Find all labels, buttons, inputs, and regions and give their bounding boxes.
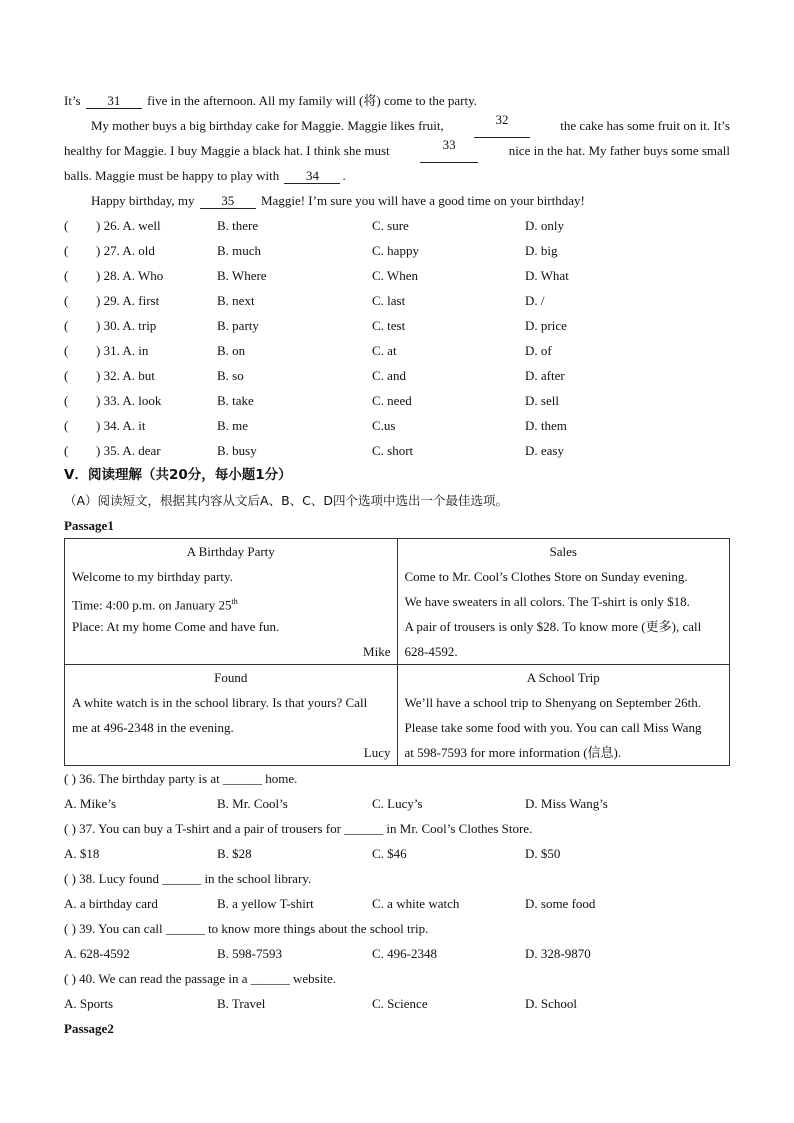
notice-line: Come to Mr. Cool’s Clothes Store on Sunday evening.: [404, 569, 688, 584]
option-d[interactable]: D. $50: [525, 846, 561, 861]
option-d[interactable]: D. after: [525, 368, 565, 383]
notice-line: A pair of trousers is only $28. To know more (更多), call: [404, 619, 702, 634]
question-number: ( ) 29. A. first: [64, 293, 160, 308]
option-c[interactable]: C. at: [372, 343, 397, 358]
option-row: [64, 841, 730, 866]
option-d[interactable]: D. price: [525, 318, 567, 333]
question-stem: ( ) 39. You can call ______ to know more things about the school trip.: [64, 921, 429, 936]
option-c[interactable]: C. test: [372, 318, 406, 333]
question-stem: ( ) 40. We can read the passage in a ______ website.: [64, 971, 336, 986]
option-a[interactable]: A. Mike’s: [64, 796, 116, 811]
notice-signature: Lucy: [363, 745, 391, 760]
notice-line: We have sweaters in all colors. The T-shirt is only $18.: [404, 594, 690, 609]
passage1-label: Passage1: [64, 518, 114, 533]
section-title: V．阅读理解（共20分，每小题1分）: [64, 467, 292, 483]
notice-title: A Birthday Party: [186, 544, 275, 559]
notice-line: at 598-7593 for more information (信息).: [404, 745, 622, 760]
option-a[interactable]: A. 628-4592: [64, 946, 130, 961]
option-row: [64, 891, 730, 916]
trip-notice: [397, 665, 730, 766]
cloze-text: five in the afternoon. All my family will (将) come to the party.: [147, 93, 477, 108]
option-b[interactable]: B. Where: [217, 268, 267, 283]
option-c[interactable]: C. When: [372, 268, 418, 283]
question-stem: ( ) 36. The birthday party is at ______ home.: [64, 771, 298, 786]
question-number: ( ) 27. A. old: [64, 243, 155, 258]
notice-signature: Mike: [363, 644, 391, 659]
question-number: ( ) 31. A. in: [64, 343, 149, 358]
option-c[interactable]: C. 496-2348: [372, 946, 437, 961]
option-c[interactable]: C. Science: [372, 996, 428, 1011]
cloze-question-row: [64, 363, 730, 388]
cloze-question-row: [64, 438, 730, 463]
option-c[interactable]: C. need: [372, 393, 412, 408]
question-number: ( ) 34. A. it: [64, 418, 146, 433]
option-b[interactable]: B. busy: [217, 443, 257, 458]
question-stem: ( ) 37. You can buy a T-shirt and a pair of trousers for ______ in Mr. Cool’s Clothes Store.: [64, 821, 533, 836]
answer-blank-31[interactable]: 31: [86, 94, 142, 109]
option-d[interactable]: D. big: [525, 243, 558, 258]
option-d[interactable]: D. of: [525, 343, 552, 358]
option-d[interactable]: D. /: [525, 293, 545, 308]
found-notice: [65, 665, 398, 766]
option-c[interactable]: C. happy: [372, 243, 419, 258]
option-a[interactable]: A. a birthday card: [64, 896, 158, 911]
option-c[interactable]: C. $46: [372, 846, 407, 861]
option-b[interactable]: B. a yellow T-shirt: [217, 896, 314, 911]
answer-blank-35[interactable]: 35: [200, 194, 256, 209]
section-instruction: （A）阅读短文，根据其内容从文后A、B、C、D四个选项中选出一个最佳选项。: [64, 493, 509, 508]
cloze-text: healthy for Maggie. I buy Maggie a black hat. I think she must: [64, 143, 390, 158]
worksheet-page: [64, 88, 730, 1041]
notice-line: me at 496-2348 in the evening.: [72, 720, 234, 735]
cloze-question-row: [64, 313, 730, 338]
reading-question-list: [64, 766, 730, 1016]
notice-title: Sales: [549, 544, 577, 559]
cloze-question-row: [64, 263, 730, 288]
sales-notice: [397, 539, 730, 665]
cloze-question-list: [64, 213, 730, 463]
option-d[interactable]: D. only: [525, 218, 564, 233]
answer-blank-34[interactable]: 34: [284, 169, 340, 184]
notice-line: Place: At my home Come and have fun.: [72, 619, 280, 634]
option-d[interactable]: D. them: [525, 418, 567, 433]
passage2-label: Passage2: [64, 1021, 114, 1036]
cloze-text: nice in the hat. My father buys some small: [508, 143, 730, 158]
option-a[interactable]: A. $18: [64, 846, 100, 861]
cloze-question-row: [64, 388, 730, 413]
cloze-question-row: [64, 288, 730, 313]
question-number: ( ) 35. A. dear: [64, 443, 161, 458]
option-row: [64, 791, 730, 816]
option-b[interactable]: B. 598-7593: [217, 946, 282, 961]
notice-line: Time: 4:00 p.m. on January 25th: [72, 597, 238, 613]
notices-table: [64, 538, 730, 766]
notice-title: A School Trip: [526, 670, 600, 685]
option-c[interactable]: C. a white watch: [372, 896, 460, 911]
cloze-paragraph-line: [64, 163, 730, 188]
notice-line: We’ll have a school trip to Shenyang on September 26th.: [404, 695, 701, 710]
option-b[interactable]: B. take: [217, 393, 254, 408]
cloze-text: My mother buys a big birthday cake for Maggie. Maggie likes fruit,: [91, 118, 444, 133]
option-b[interactable]: B. next: [217, 293, 255, 308]
cloze-text: balls. Maggie must be happy to play with: [64, 168, 280, 183]
notice-line: A white watch is in the school library. Is that yours? Call: [72, 695, 368, 710]
question-number: ( ) 32. A. but: [64, 368, 155, 383]
cloze-paragraph-line: [64, 88, 730, 113]
birthday-notice: [65, 539, 398, 665]
cloze-text: Maggie! I’m sure you will have a good time on your birthday!: [261, 193, 585, 208]
option-b[interactable]: B. Mr. Cool’s: [217, 796, 288, 811]
question-number: ( ) 33. A. look: [64, 393, 162, 408]
option-d[interactable]: D. sell: [525, 393, 559, 408]
notice-line: Please take some food with you. You can call Miss Wang: [404, 720, 702, 735]
option-d[interactable]: D. Miss Wang’s: [525, 796, 608, 811]
cloze-paragraph-line: [64, 138, 730, 163]
option-b[interactable]: B. on: [217, 343, 246, 358]
cloze-question-row: [64, 338, 730, 363]
cloze-text: the cake has some fruit on it. It’s: [560, 118, 730, 133]
option-b[interactable]: B. me: [217, 418, 249, 433]
option-c[interactable]: C. sure: [372, 218, 409, 233]
option-d[interactable]: D. What: [525, 268, 569, 283]
answer-blank-33[interactable]: 33: [420, 138, 478, 163]
option-c[interactable]: C. short: [372, 443, 414, 458]
option-b[interactable]: B. much: [217, 243, 262, 258]
cloze-text: .: [342, 168, 346, 183]
option-b[interactable]: B. Travel: [217, 996, 266, 1011]
option-c[interactable]: C. last: [372, 293, 406, 308]
option-d[interactable]: D. some food: [525, 896, 596, 911]
option-row: [64, 991, 730, 1016]
answer-blank-32[interactable]: 32: [474, 113, 530, 138]
option-c[interactable]: C. Lucy’s: [372, 796, 423, 811]
question-stem: ( ) 38. Lucy found ______ in the school library.: [64, 871, 312, 886]
option-d[interactable]: D. 328-9870: [525, 946, 591, 961]
notice-line: 628-4592.: [404, 644, 458, 659]
cloze-question-row: [64, 238, 730, 263]
option-b[interactable]: B. party: [217, 318, 259, 333]
cloze-paragraph-line: [64, 188, 730, 213]
option-c[interactable]: C. and: [372, 368, 406, 383]
notice-line: Welcome to my birthday party.: [72, 569, 233, 584]
cloze-text: It’s: [64, 93, 81, 108]
question-number: ( ) 30. A. trip: [64, 318, 157, 333]
option-b[interactable]: B. there: [217, 218, 259, 233]
cloze-question-row: [64, 213, 730, 238]
question-number: ( ) 28. A. Who: [64, 268, 164, 283]
option-b[interactable]: B. $28: [217, 846, 252, 861]
option-c[interactable]: C.us: [372, 418, 396, 433]
question-number: ( ) 26. A. well: [64, 218, 161, 233]
option-row: [64, 941, 730, 966]
option-a[interactable]: A. Sports: [64, 996, 114, 1011]
cloze-text: Happy birthday, my: [91, 193, 195, 208]
cloze-question-row: [64, 413, 730, 438]
cloze-paragraph-line: [64, 113, 730, 138]
notice-title: Found: [214, 670, 248, 685]
option-d[interactable]: D. easy: [525, 443, 564, 458]
option-d[interactable]: D. School: [525, 996, 577, 1011]
option-b[interactable]: B. so: [217, 368, 244, 383]
